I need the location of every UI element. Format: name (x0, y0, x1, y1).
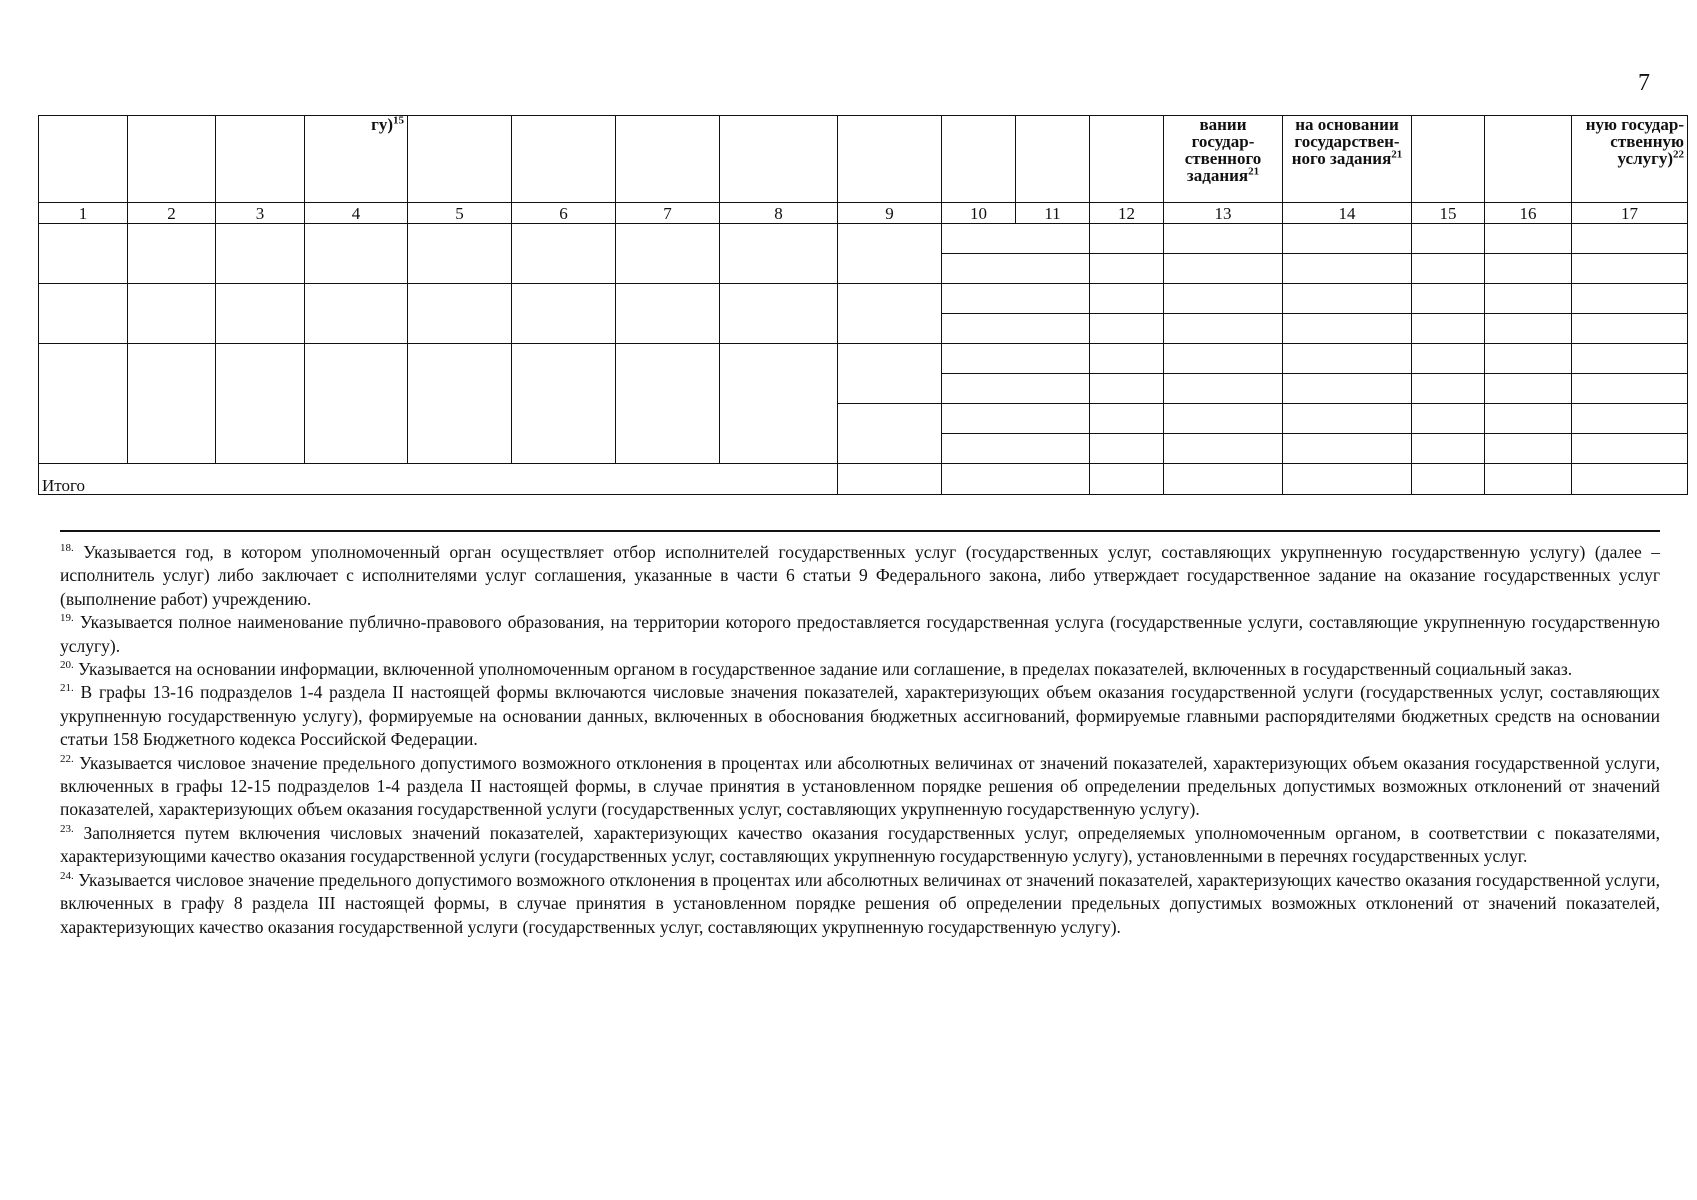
column-number: 17 (1572, 203, 1688, 224)
table-cell[interactable] (128, 344, 216, 464)
table-cell[interactable] (942, 254, 1090, 284)
column-number: 5 (408, 203, 512, 224)
table-cell[interactable] (1164, 254, 1283, 284)
table-cell[interactable] (942, 344, 1090, 374)
table-cell[interactable] (1485, 374, 1572, 404)
column-numbers-row (39, 203, 1688, 224)
table-cell[interactable] (1090, 254, 1164, 284)
table-cell[interactable] (1485, 224, 1572, 254)
table-cell[interactable] (1164, 284, 1283, 314)
column-number: 12 (1090, 203, 1164, 224)
page-number: 7 (1638, 70, 1650, 96)
header-cell (1412, 116, 1485, 203)
table-cell[interactable] (942, 464, 1090, 495)
table-cell[interactable] (408, 284, 512, 344)
table-cell[interactable] (1283, 284, 1412, 314)
table-cell[interactable] (1164, 314, 1283, 344)
table-cell[interactable] (1412, 434, 1485, 464)
table-cell[interactable] (408, 344, 512, 464)
table-cell[interactable] (512, 344, 616, 464)
table-cell[interactable] (1485, 464, 1572, 495)
footnote-24: $^{24.}$ Указывается числовое значение предельного допустимого возможного отклонения в процентах или абсолютных величинах от значений показателей, характеризующих качество оказания государственной услуги, включенных в графу 8 раздела III настоящей формы, в случае принятия в установленном порядке решения об определении предельных допустимых возможных отклонений от значений показателей, характеризующих качество оказания государственной услуги (государственных услуг, составляющих укрупненную государственную услугу). (60, 869, 1660, 937)
table-cell[interactable] (216, 224, 305, 284)
header-cell (1016, 116, 1090, 203)
table-cell[interactable] (1164, 374, 1283, 404)
table-cell[interactable] (1412, 254, 1485, 284)
table-cell[interactable] (1485, 254, 1572, 284)
table-cell[interactable] (1572, 344, 1688, 374)
table-cell[interactable] (1090, 314, 1164, 344)
table-cell[interactable] (1283, 404, 1412, 434)
table-cell[interactable] (838, 464, 942, 495)
column-number: 7 (616, 203, 720, 224)
header-cell (408, 116, 512, 203)
table-cell[interactable] (838, 224, 942, 284)
header-cell (216, 116, 305, 203)
table-cell[interactable] (128, 224, 216, 284)
table-cell[interactable] (942, 434, 1090, 464)
header-cell (39, 116, 128, 203)
table-cell[interactable] (1485, 404, 1572, 434)
table-cell[interactable] (305, 284, 408, 344)
table-cell[interactable] (1283, 374, 1412, 404)
table-cell[interactable] (1283, 254, 1412, 284)
table-cell[interactable] (942, 224, 1090, 254)
table-cell[interactable] (1572, 464, 1688, 495)
header-cell (1485, 116, 1572, 203)
header-cell (838, 116, 942, 203)
table-cell[interactable] (1090, 464, 1164, 495)
table-cell[interactable] (838, 344, 942, 404)
table-cell[interactable] (1164, 224, 1283, 254)
header-cell-14: на основании государствен- ного задания$^{21}$ (1283, 116, 1412, 203)
table-cell[interactable] (216, 344, 305, 464)
table-cell[interactable] (720, 284, 838, 344)
column-number: 1 (39, 203, 128, 224)
footnote-18: $^{18.}$ Указывается год, в котором уполномоченный орган осуществляет отбор исполнителей государственных услуг (государственных услуг, составляющих укрупненную государственную услугу) (далее – исполнитель услуг) либо заключает с исполнителями услуг соглашения, указанные в части 6 статьи 9 Федерального закона, либо утверждает государственное задание на оказание государственных услуг (выполнение работ) учреждению. (60, 542, 1660, 609)
column-number: 6 (512, 203, 616, 224)
column-number: 2 (128, 203, 216, 224)
table-cell[interactable] (1485, 344, 1572, 374)
table-cell[interactable] (942, 404, 1090, 434)
table-cell[interactable] (39, 284, 128, 344)
table-cell[interactable] (942, 374, 1090, 404)
column-number: 11 (1016, 203, 1090, 224)
table-cell[interactable] (616, 284, 720, 344)
table-row (39, 224, 1688, 254)
table-cell[interactable] (1412, 224, 1485, 254)
table-cell[interactable] (1572, 224, 1688, 254)
table-header-row (39, 116, 1688, 203)
footnote-19: $^{19.}$ Указывается полное наименование публично-правового образования, на территории которого предоставляется государственная услуга (государственные услуги, составляющие укрупненную государственную услугу). (60, 612, 1661, 656)
table-cell[interactable] (1283, 224, 1412, 254)
table-cell[interactable] (1164, 404, 1283, 434)
column-number: 16 (1485, 203, 1572, 224)
services-table (38, 115, 1688, 495)
table-cell[interactable] (1412, 404, 1485, 434)
footnote-20: $^{20.}$ Указывается на основании информации, включенной уполномоченным органом в государственное задание или соглашение, в пределах показателей, включенных в государственный социальный заказ. (60, 659, 1573, 680)
table-cell[interactable] (1412, 374, 1485, 404)
header-cell (128, 116, 216, 203)
header-cell (616, 116, 720, 203)
table-cell[interactable] (512, 284, 616, 344)
header-cell (942, 116, 1016, 203)
table-cell[interactable] (616, 224, 720, 284)
table-cell[interactable] (1283, 434, 1412, 464)
table-cell[interactable] (838, 404, 942, 464)
table-cell[interactable] (1412, 314, 1485, 344)
footnote-22: $^{22.}$ Указывается числовое значение предельного допустимого возможного отклонения в процентах или абсолютных величинах от значений показателей, характеризующих объем оказания государственной услуги, включенных в графы 12-15 подразделов 1-4 раздела II настоящей формы, в случае принятия в установленном порядке решения об определении предельных допустимых возможных отклонений от значений показателей, характеризующих объем оказания государственной услуги (государственных услуг, составляющих укрупненную государственную услугу). (60, 752, 1661, 820)
table-cell[interactable] (942, 314, 1090, 344)
table-cell[interactable] (1572, 254, 1688, 284)
header-cell-4: гу)$^{15}$ (305, 116, 408, 203)
table-cell[interactable] (1164, 344, 1283, 374)
header-cell (720, 116, 838, 203)
total-row (39, 464, 1688, 495)
footnote-divider (60, 530, 1660, 532)
table-cell[interactable] (1572, 434, 1688, 464)
table-cell[interactable] (512, 224, 616, 284)
column-number: 4 (305, 203, 408, 224)
column-number: 14 (1283, 203, 1412, 224)
table-cell[interactable] (1485, 314, 1572, 344)
table-cell[interactable] (39, 224, 128, 284)
column-number: 10 (942, 203, 1016, 224)
table-cell[interactable] (616, 344, 720, 464)
table-cell[interactable] (39, 344, 128, 464)
table-cell[interactable] (1412, 284, 1485, 314)
table-cell[interactable] (720, 224, 838, 284)
table-cell[interactable] (128, 284, 216, 344)
table-cell[interactable] (1572, 374, 1688, 404)
header-cell-13: вании государ- ственного задания$^{21}$ (1164, 116, 1283, 203)
footnote-23: $^{23.}$ Заполняется путем включения числовых значений показателей, характеризующих качество оказания государственных услуг, определяемых уполномоченным органом, в соответствии с показателями, характеризующими качество оказания государственной услуги (государственных услуг, составляющих укрупненную государственную услугу), установленными в перечнях государственных услуг. (60, 822, 1661, 867)
table-cell[interactable] (1090, 434, 1164, 464)
table-cell[interactable] (305, 344, 408, 464)
footnote-21: $^{21.}$ В графы 13-16 подразделов 1-4 раздела II настоящей формы включаются числовые значения показателей, характеризующих объем оказания государственной услуги (государственных услуг, составляющих укрупненную государственную услугу), формируемые на основании данных, включенных в обоснования бюджетных ассигнований, формируемые главными распорядителями бюджетных средств на основании статьи 158 Бюджетного кодекса Российской Федерации. (60, 682, 1661, 750)
header-cell (1090, 116, 1164, 203)
table-cell[interactable] (1090, 374, 1164, 404)
table-cell[interactable] (1572, 314, 1688, 344)
column-number: 3 (216, 203, 305, 224)
table-cell[interactable] (1090, 344, 1164, 374)
table-cell[interactable] (1283, 344, 1412, 374)
table-cell[interactable] (838, 284, 942, 344)
column-number: 13 (1164, 203, 1283, 224)
table-cell[interactable] (1412, 464, 1485, 495)
table-cell[interactable] (1090, 224, 1164, 254)
table-cell[interactable] (1164, 464, 1283, 495)
table-cell[interactable] (408, 224, 512, 284)
table-cell[interactable] (1485, 434, 1572, 464)
header-cell (512, 116, 616, 203)
table-cell[interactable] (1412, 344, 1485, 374)
header-cell-17: ную государ- ственную услугу)$^{22}$ (1572, 116, 1688, 203)
table-cell[interactable] (1572, 284, 1688, 314)
table-cell[interactable] (1572, 404, 1688, 434)
table-row (39, 344, 1688, 374)
footnotes (60, 541, 1660, 939)
column-number: 15 (1412, 203, 1485, 224)
table-cell[interactable] (1283, 464, 1412, 495)
table-cell[interactable] (1090, 404, 1164, 434)
table-cell[interactable] (720, 344, 838, 464)
total-label: Итого (39, 464, 838, 495)
column-number: 9 (838, 203, 942, 224)
table-cell[interactable] (942, 284, 1090, 314)
table-cell[interactable] (1485, 284, 1572, 314)
table-cell[interactable] (305, 224, 408, 284)
table-cell[interactable] (1164, 434, 1283, 464)
table-cell[interactable] (1283, 314, 1412, 344)
column-number: 8 (720, 203, 838, 224)
table-cell[interactable] (1090, 284, 1164, 314)
table-row (39, 284, 1688, 314)
table-cell[interactable] (216, 284, 305, 344)
